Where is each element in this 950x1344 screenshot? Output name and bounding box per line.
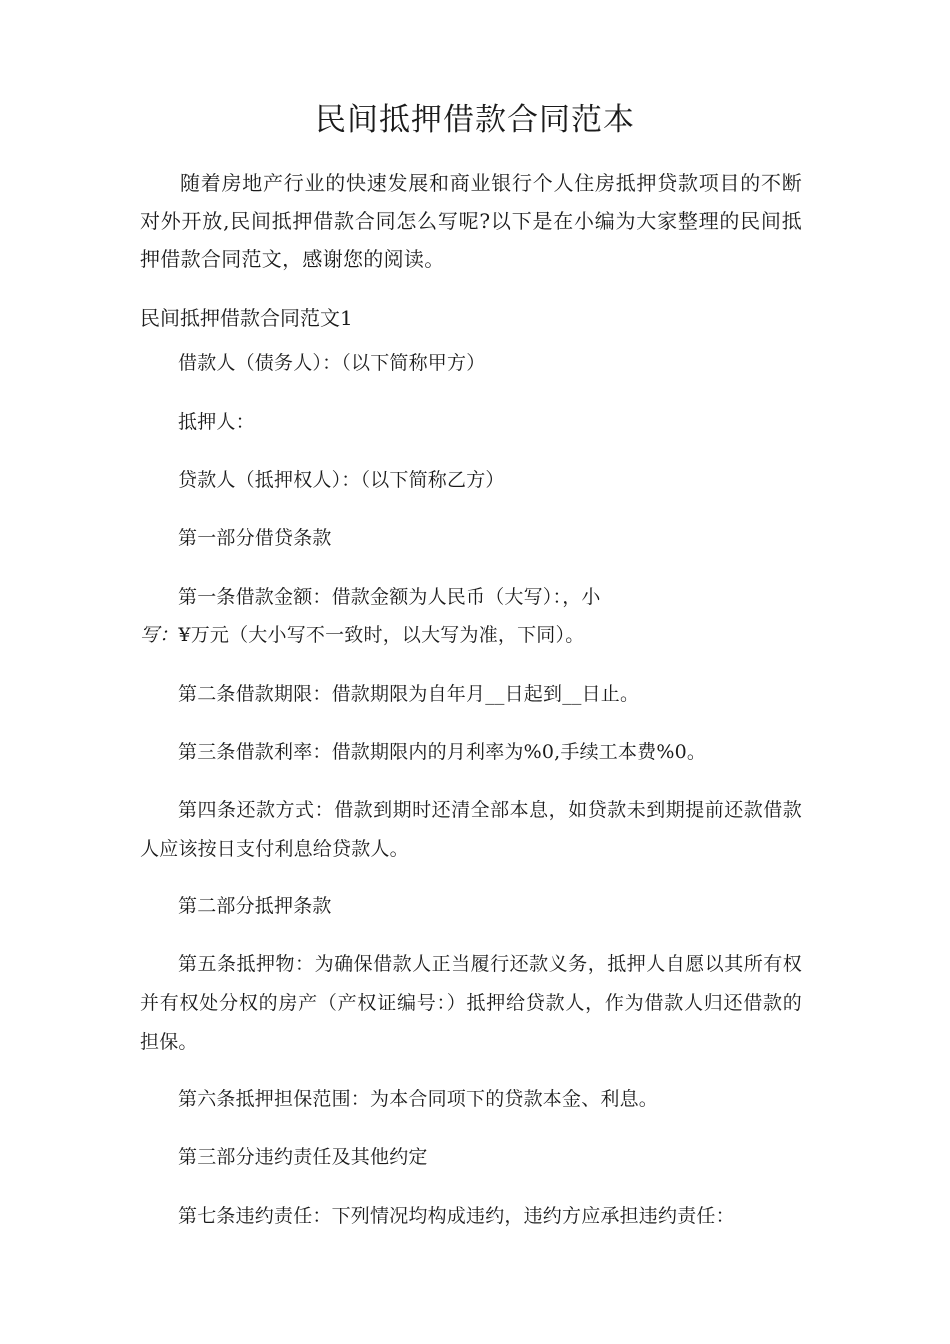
paragraph-article-1-continued: [140, 616, 802, 655]
paragraph-article-6: 第六条抵押担保范围：为本合同项下的贷款本金、利息。: [178, 1088, 659, 1110]
paragraph-article-2: 第二条借款期限：借款期限为自年月__日起到__日止。: [178, 683, 640, 705]
paragraph-part-one-heading: 第一部分借贷条款: [178, 527, 332, 549]
paragraph-article-5: 第五条抵押物：为确保借款人正当履行还款义务，抵押人自愿以其所有权并有权处分权的房产（产权证编号：）抵押给贷款人，作为借款人归还借款的担保。: [140, 953, 802, 1053]
intro-paragraph: 随着房地产行业的快速发展和商业银行个人住房抵押贷款项目的不断对外开放,民间抵押借款合同怎么写呢?以下是在小编为大家整理的民间抵押借款合同范文，感谢您的阅读。: [140, 171, 802, 271]
paragraph-borrower: 借款人（债务人）：（以下简称甲方）: [178, 352, 486, 374]
paragraph-article-4: 第四条还款方式：借款到期时还清全部本息，如贷款未到期提前还款借款人应该按日支付利息给贷款人。: [140, 799, 802, 860]
document-title: 民间抵押借款合同范本: [315, 102, 635, 138]
paragraph-mortgagor: 抵押人：: [178, 411, 255, 433]
paragraph-part-three-heading: 第三部分违约责任及其他约定: [178, 1146, 428, 1168]
paragraph-article-7: 第七条违约责任：下列情况均构成违约，违约方应承担违约责任：: [178, 1205, 735, 1227]
paragraph-lender: 贷款人（抵押权人）：（以下简称乙方）: [178, 469, 505, 491]
section-title: 民间抵押借款合同范文1: [140, 306, 353, 330]
small-amount-text: ¥万元（大小写不一致时，以大写为准，下同）。: [178, 624, 585, 646]
paragraph-part-two-heading: 第二部分抵押条款: [178, 895, 332, 917]
small-amount-label: 写：: [140, 624, 179, 646]
paragraph-article-1: 第一条借款金额：借款金额为人民币（大写）：，小: [178, 586, 601, 608]
paragraph-article-3: 第三条借款利率：借款期限内的月利率为%0,手续工本费%0。: [178, 741, 707, 763]
